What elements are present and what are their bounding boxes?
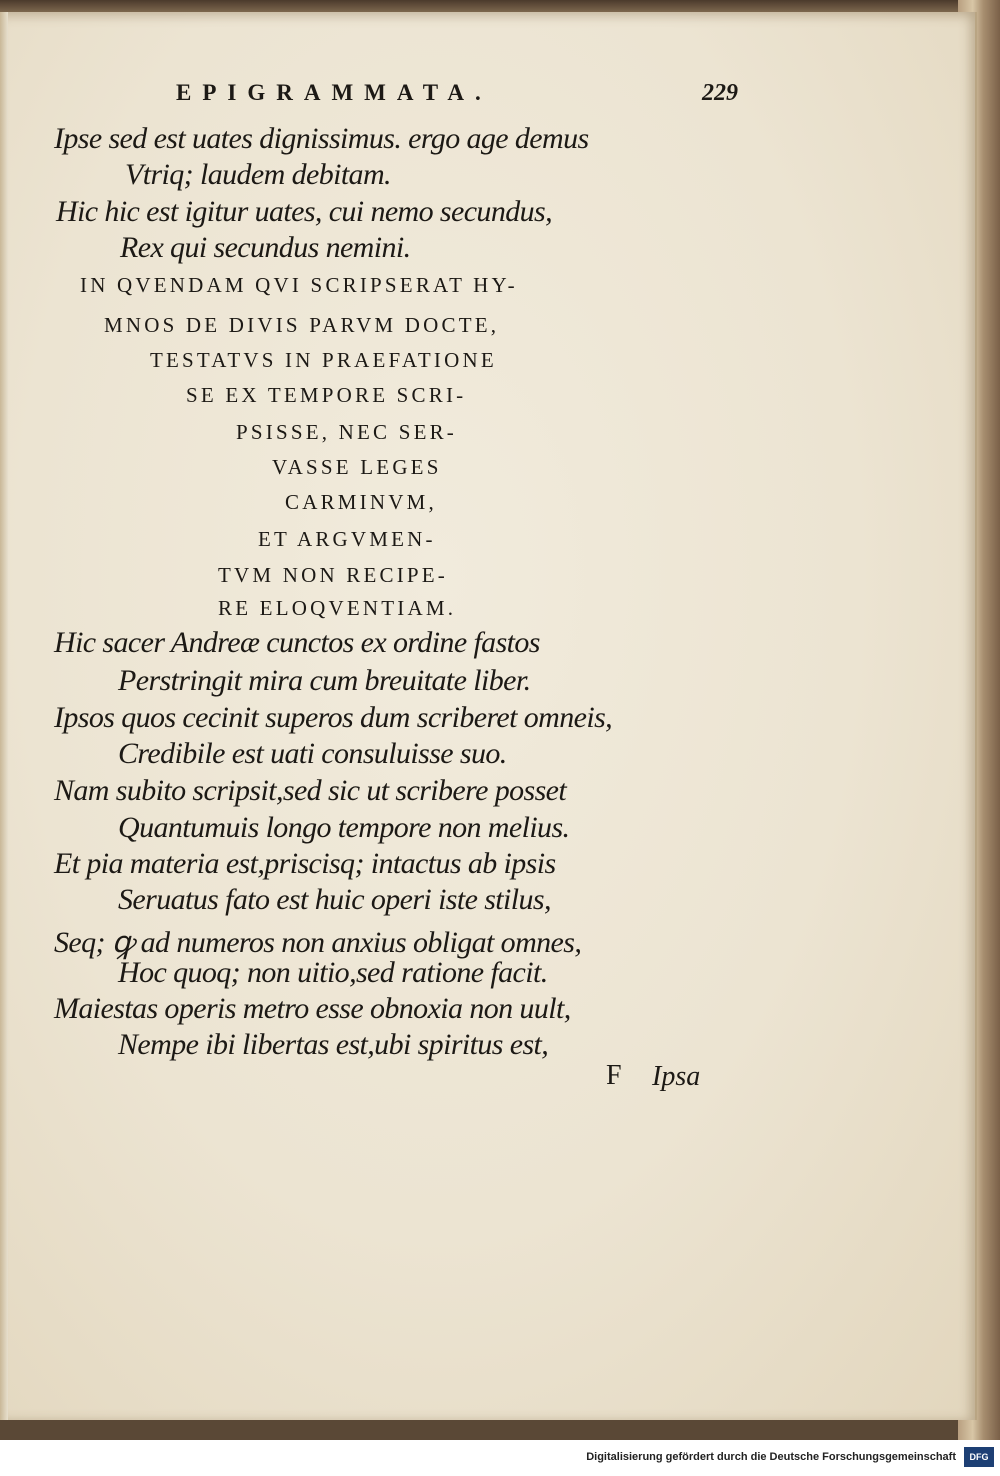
poem-line: Nam subito scripsit,sed sic ut scribere posset	[54, 774, 567, 807]
dfg-logo: DFG	[964, 1447, 994, 1467]
epigram-title-line: VASSE LEGES	[272, 455, 442, 479]
catchword: Ipsa	[652, 1061, 701, 1092]
epigram-title-line: TESTATVS IN PRAEFATIONE	[150, 348, 497, 372]
epigram-title-line: PSISSE, NEC SER-	[236, 420, 457, 444]
epigram-title-line: SE EX TEMPORE SCRI-	[186, 383, 467, 407]
epigram-title-line: ET ARGVMEN-	[258, 527, 436, 551]
text-line: Ipse sed est uates dignissimus. ergo age demus	[54, 122, 589, 155]
page-gutter	[0, 12, 8, 1420]
poem-line: Et pia materia est,priscisq; intactus ab ipsis	[54, 847, 556, 880]
text-line: Hic hic est igitur uates, cui nemo secundus,	[56, 195, 553, 228]
signature-mark: F	[606, 1060, 622, 1091]
epigram-title-line: CARMINVM,	[285, 490, 437, 514]
poem-line: Hic sacer Andreæ cunctos ex ordine fastos	[54, 626, 540, 659]
poem-line: Hoc quoq; non uitio,sed ratione facit.	[118, 956, 548, 989]
epigram-title-line: RE ELOQVENTIAM.	[218, 596, 457, 620]
poem-line: Seruatus fato est huic operi iste stilus,	[118, 883, 551, 916]
text-line: Rex qui secundus nemini.	[120, 231, 411, 264]
poem-line: Credibile est uati consuluisse suo.	[118, 737, 507, 770]
poem-line: Seq; ꝙ ad numeros non anxius obligat omnes,	[54, 926, 582, 959]
poem-line: Nempe ibi libertas est,ubi spiritus est,	[118, 1028, 549, 1061]
text-line: Vtriq; laudem debitam.	[125, 158, 391, 191]
digitization-credit: Digitalisierung gefördert durch die Deutsche Forschungsgemeinschaft	[586, 1451, 956, 1463]
poem-line: Ipsos quos cecinit superos dum scriberet omneis,	[54, 701, 613, 734]
running-title: EPIGRAMMATA.	[176, 80, 492, 105]
poem-line: Quantumuis longo tempore non melius.	[118, 811, 570, 844]
epigram-title-line: TVM NON RECIPE-	[218, 563, 448, 587]
epigram-title-line: IN QVENDAM QVI SCRIPSERAT HY-	[80, 273, 518, 297]
epigram-title-line: MNOS DE DIVIS PARVM DOCTE,	[104, 313, 500, 337]
page-number: 229	[702, 80, 738, 106]
poem-line: Maiestas operis metro esse obnoxia non uult,	[54, 992, 571, 1025]
poem-line: Perstringit mira cum breuitate liber.	[118, 664, 531, 697]
